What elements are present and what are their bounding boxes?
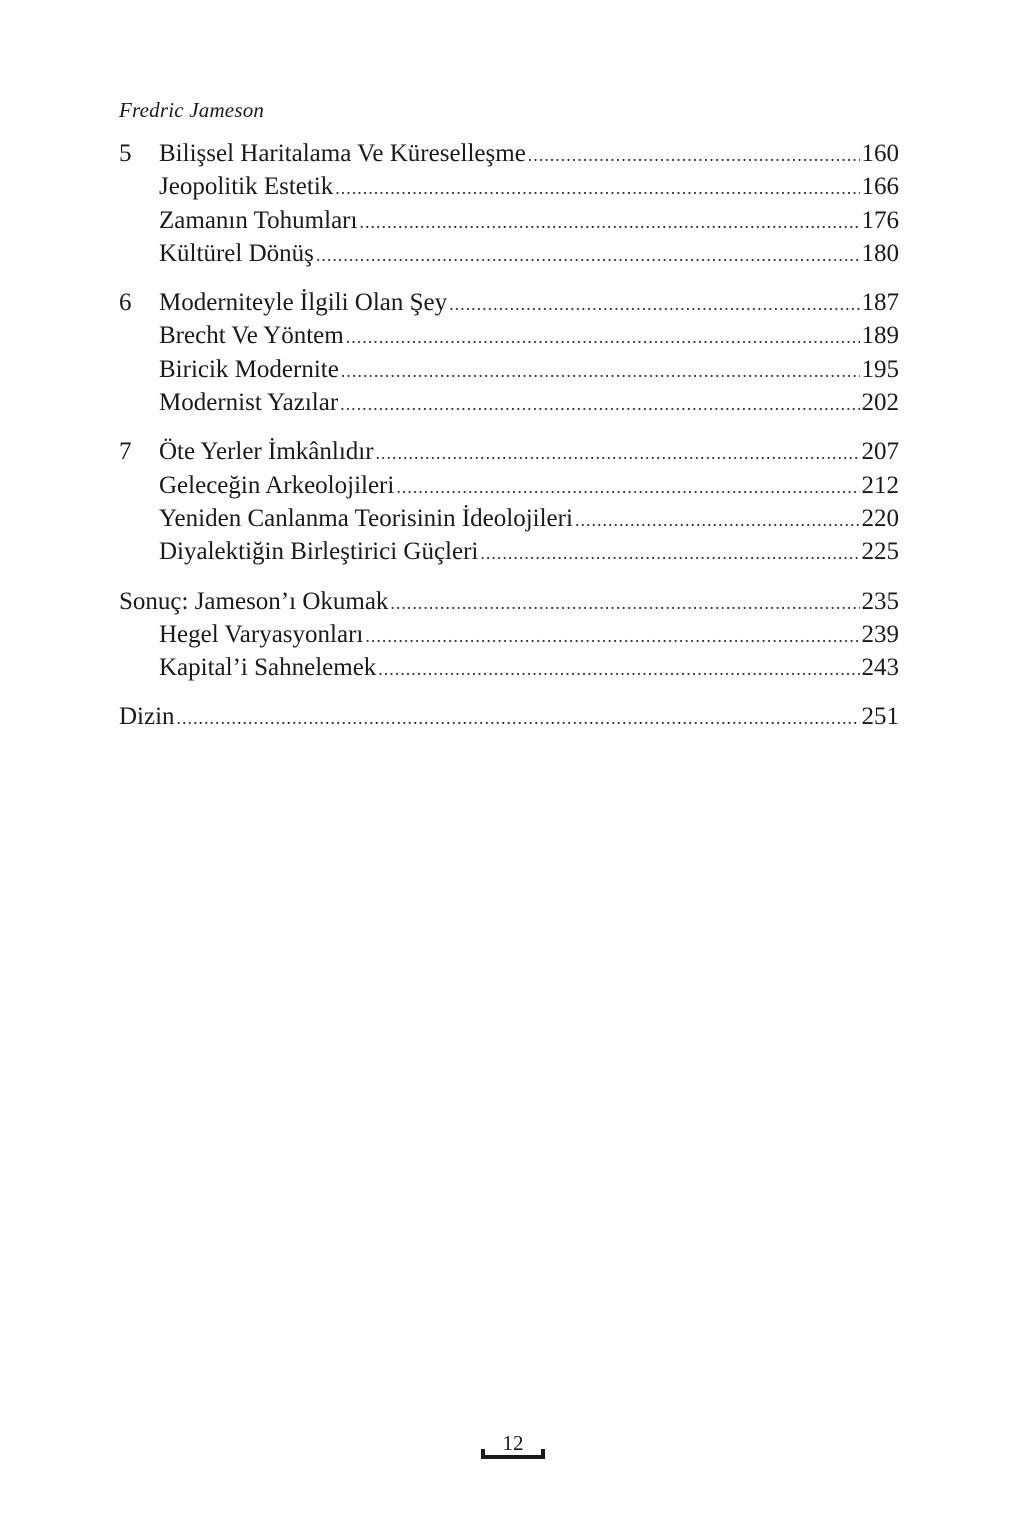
dot-leader [575,504,860,537]
chapter-number: 6 [119,289,132,317]
toc-group-chapter-5 [119,137,899,270]
dot-leader [316,239,860,272]
dot-leader [335,172,859,205]
entry-title: Bilişsel Haritalama Ve Küreselleşme [159,140,526,167]
entry-title: Öte Yerler İmkânlıdır [159,438,374,466]
table-of-contents [119,137,899,750]
toc-entry[interactable] [119,170,899,203]
entry-page: 212 [861,471,899,499]
entry-title: Jeopolitik Estetik [159,173,334,201]
toc-entry[interactable] [119,137,899,170]
dot-leader [449,288,859,321]
running-head: Fredric Jameson [119,98,265,122]
entry-page: 160 [861,140,899,167]
dot-leader [378,653,859,686]
dot-leader [376,437,860,470]
toc-entry[interactable] [119,286,899,319]
entry-title: Sonuç: Jameson’ı Okumak [119,587,389,615]
entry-page: 195 [861,355,899,383]
entry-page: 166 [861,173,899,201]
toc-entry[interactable] [119,651,899,684]
page-number-rule [481,1455,545,1459]
entry-page: 225 [861,538,899,566]
toc-entry[interactable] [119,353,899,386]
entry-page: 220 [861,504,899,532]
toc-entry[interactable] [119,585,899,618]
entry-title: Moderniteyle İlgili Olan Şey [159,289,448,317]
toc-entry[interactable] [119,319,899,352]
dot-leader [359,206,859,239]
chapter-number: 7 [119,438,132,466]
dot-leader [341,355,860,388]
dot-leader [346,321,860,354]
entry-page: 189 [861,322,899,350]
dot-leader [390,587,859,620]
entry-title: Kapital’i Sahnelemek [159,654,377,682]
toc-entry[interactable] [119,386,899,419]
dot-leader [365,620,859,653]
entry-title: Diyalektiğin Birleştirici Güçleri [159,538,479,566]
dot-leader [396,471,859,504]
toc-group-conclusion [119,585,899,685]
entry-page: 251 [861,703,899,731]
toc-entry[interactable] [119,237,899,270]
toc-group-chapter-6 [119,286,899,419]
entry-title: Yeniden Canlanma Teorisinin İdeolojileri [159,504,573,532]
toc-entry[interactable] [119,618,899,651]
chapter-number: 5 [119,140,132,167]
entry-title: Brecht Ve Yöntem [159,322,344,350]
entry-title: Dizin [119,703,175,731]
entry-title: Kültürel Dönüş [159,239,314,267]
toc-entry[interactable] [119,535,899,568]
entry-title: Zamanın Tohumları [159,206,358,234]
entry-page: 202 [861,389,899,417]
page-number: 12 [502,1431,524,1455]
entry-page: 180 [861,239,899,267]
dot-leader [340,388,859,421]
toc-group-chapter-7 [119,435,899,568]
entry-page: 239 [861,620,899,648]
entry-page: 176 [861,206,899,234]
entry-page: 207 [861,438,899,466]
dot-leader [177,702,860,735]
entry-title: Hegel Varyasyonları [159,620,364,648]
dot-leader [528,139,860,172]
entry-title: Modernist Yazılar [159,389,339,417]
toc-entry[interactable] [119,502,899,535]
entry-title: Biricik Modernite [159,355,339,383]
toc-group-index [119,700,899,733]
entry-page: 187 [861,289,899,317]
toc-entry[interactable] [119,469,899,502]
entry-page: 235 [861,587,899,615]
entry-title: Geleceğin Arkeolojileri [159,471,395,499]
entry-page: 243 [861,654,899,682]
toc-entry[interactable] [119,435,899,468]
toc-entry[interactable] [119,204,899,237]
toc-entry[interactable] [119,700,899,733]
dot-leader [480,537,859,570]
